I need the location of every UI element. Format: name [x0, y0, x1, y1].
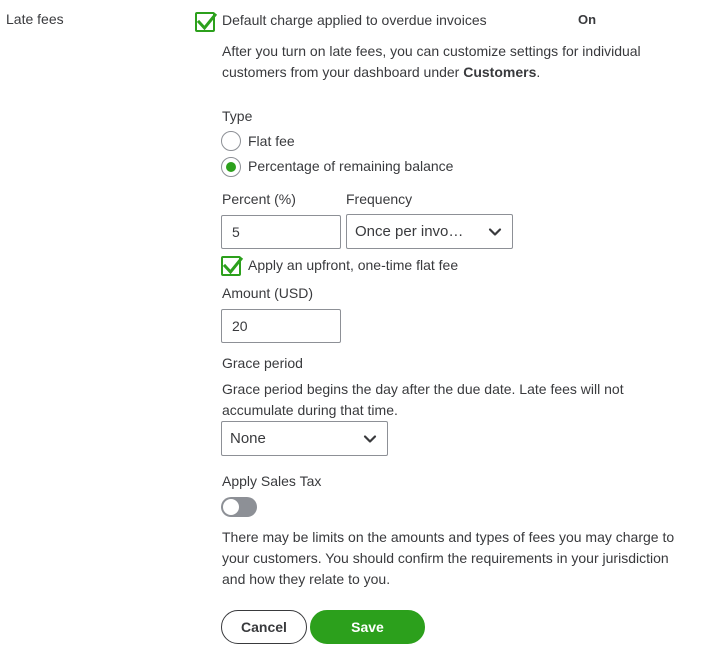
sales-tax-label: Apply Sales Tax: [222, 473, 322, 489]
grace-period-heading: Grace period: [222, 355, 303, 371]
intro-text: [222, 41, 677, 83]
upfront-fee-checkbox[interactable]: [221, 256, 241, 276]
frequency-select[interactable]: [346, 214, 513, 249]
intro-text-end: .: [536, 64, 541, 80]
type-heading: Type: [222, 108, 253, 124]
frequency-value: Once per invo…: [355, 223, 464, 240]
amount-input[interactable]: 20: [221, 309, 341, 343]
late-fees-status: On: [578, 12, 597, 27]
grace-period-description: Grace period begins the day after the due date. Late fees will not accumulate during that time.: [222, 381, 624, 418]
grace-period-value: None: [230, 430, 266, 447]
customers-link[interactable]: Customers: [463, 64, 537, 80]
percent-input[interactable]: 5: [221, 215, 341, 249]
chevron-down-icon: [363, 432, 377, 446]
intro-text-start: After you turn on late fees, you can customize settings for individual customers from your dashboard under: [222, 43, 641, 80]
fees-disclaimer: There may be limits on the amounts and types of fees you may charge to your customers. You should confirm the requirements in your jurisdiction and how they relate to you.: [222, 529, 675, 587]
chevron-down-icon: [488, 225, 502, 239]
frequency-label: Frequency: [346, 191, 413, 207]
flat-fee-radio[interactable]: [221, 131, 241, 151]
section-label: Late fees: [6, 11, 64, 27]
flat-fee-label: Flat fee: [248, 133, 295, 149]
checkmark-icon: [222, 255, 244, 277]
percentage-label: Percentage of remaining balance: [248, 158, 454, 174]
default-charge-label: Default charge applied to overdue invoices: [222, 12, 487, 28]
sales-tax-toggle[interactable]: [221, 497, 257, 517]
checkmark-icon: [196, 11, 218, 33]
upfront-fee-label: Apply an upfront, one-time flat fee: [248, 257, 459, 273]
amount-label: Amount (USD): [222, 285, 314, 301]
percent-label: Percent (%): [222, 191, 296, 207]
default-charge-checkbox[interactable]: [195, 12, 215, 32]
save-button[interactable]: Save: [310, 610, 425, 644]
grace-period-select[interactable]: [221, 421, 388, 456]
cancel-button[interactable]: Cancel: [221, 610, 307, 644]
percentage-radio[interactable]: [221, 157, 241, 177]
